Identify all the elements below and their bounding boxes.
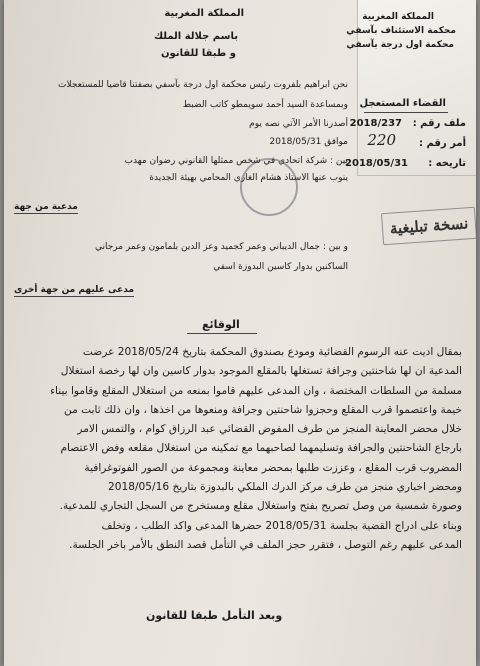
court-first-instance: محكمة اول درجة بآسفي [346, 40, 454, 50]
file-number-label: ملف رقم : [412, 118, 466, 129]
defendants-address: الساكنين بدوار كاسين البدوزة اسفي [213, 262, 348, 272]
intro-issued: أصدرنا الأمر الآتي نصه يوم [249, 119, 348, 129]
title-underline [364, 112, 448, 113]
facts-line: خلال محضر المعاينة المنجز من طرف المفوض القضائي عبد الرزاق كوام ، والتمس الامر [77, 423, 462, 436]
closing-formula: وبعد التأمل طبقا للقانون [146, 609, 283, 622]
facts-line: المضروب قرب المقلع ، وعززت طلبها بمحضر معاينة ومجموعة من الصور الفوتوغرافية [84, 461, 462, 474]
document-page [4, 0, 476, 666]
file-number-value: 2018/237 [349, 118, 402, 129]
order-number-value: 220 [367, 131, 396, 149]
court-kingdom: المملكة المغربية [362, 12, 434, 22]
facts-body [30, 343, 462, 555]
intro-lawyer: ينوب عنها الاستاذ هشام الغازي المحامي بهيئة الجديدة [149, 173, 348, 183]
facts-line: ومحضر اخباري منجز من طرف مركز الدرك الملكي بالبدوزة بتاريخ 2018/05/16 [108, 481, 462, 494]
intro-clerk: وبمساعدة السيد أحمد سويمطو كاتب الضبط [182, 100, 348, 110]
case-type-title: القضاء المستعجل [359, 98, 446, 109]
court-appeal: محكمة الاستئناف بآسفي [346, 26, 456, 36]
order-number-label: أمر رقم : [419, 138, 466, 149]
plaintiff-label: مدعية من جهة [14, 202, 78, 212]
header-in-name-of-king: باسم جلالة الملك [153, 31, 238, 42]
facts-title: الوقائع [202, 318, 240, 331]
facts-line: وبناء على ادراج القضية بجلسة 2018/05/31 حضرها المدعى واكد الطلب ، وتخلف [101, 519, 462, 532]
intro-judge: نحن ابراهيم بلفروت رئيس محكمة اول درجة بآسفي بصفتنا قاضيا للمستعجلات [57, 80, 348, 90]
facts-line: وصورة شمسية من وصل تصريح بفتح واستغلال مقلع ومستخرج من السجل التجاري للمدعية. [59, 500, 462, 513]
notification-copy-stamp: نسخة تبليغية [381, 207, 476, 245]
facts-title-underline [187, 333, 257, 334]
facts-line: بمقال اديت عنه الرسوم القضائية ومودع بصندوق المحكمة بتاريخ 2018/05/24 عرضت [82, 346, 462, 358]
header-kingdom: المملكة المغربية [164, 8, 244, 19]
facts-line: بارجاع الشاحنتين والجرافة وتسليمهما لصاحبهما مع تمكينه من استغلال مقلعه وفض الاعتصام [60, 442, 462, 455]
header-according-to-law: و طبقا للقانون [161, 48, 236, 59]
intro-plaintiff: بين : شركة اتحادي في شخص ممثلها القانوني رضوان مهدب [124, 156, 348, 166]
court-seal [240, 158, 298, 216]
date-value: 2018/05/31 [345, 158, 408, 169]
date-label: تاريخه : [428, 158, 466, 169]
facts-line: خيمة واعتصموا قرب المقلع وحجزوا شاحنتين وجرافة ومنعوها من اخذها ، وان ذلك ثابت من [64, 403, 462, 416]
facts-line: مسلمة من السلطات المختصة ، وان المدعى عليهم قاموا بمنعه من استغلال المقلع وقاموا بيناء [50, 384, 462, 397]
facts-line: المدعى عليهم رغم التوصل ، فتقرر حجز الملف في التأمل قصد النطق بالأمر باخر الجلسة. [69, 538, 462, 551]
defendants-label: مدعى عليهم من جهة أخرى [14, 285, 135, 295]
intro-date: موافق 2018/05/31 [269, 137, 348, 147]
facts-line: المدعية ان لها شاحنتين وجرافة تستغلها بالمقلع الموجود بدوار كاسين وان لها رخصة استغلال [60, 365, 462, 378]
defendants-names: و بين : جمال الديباني وعمر كجميد وعز الدين بلمامون وعمر مرجاني [94, 242, 348, 252]
